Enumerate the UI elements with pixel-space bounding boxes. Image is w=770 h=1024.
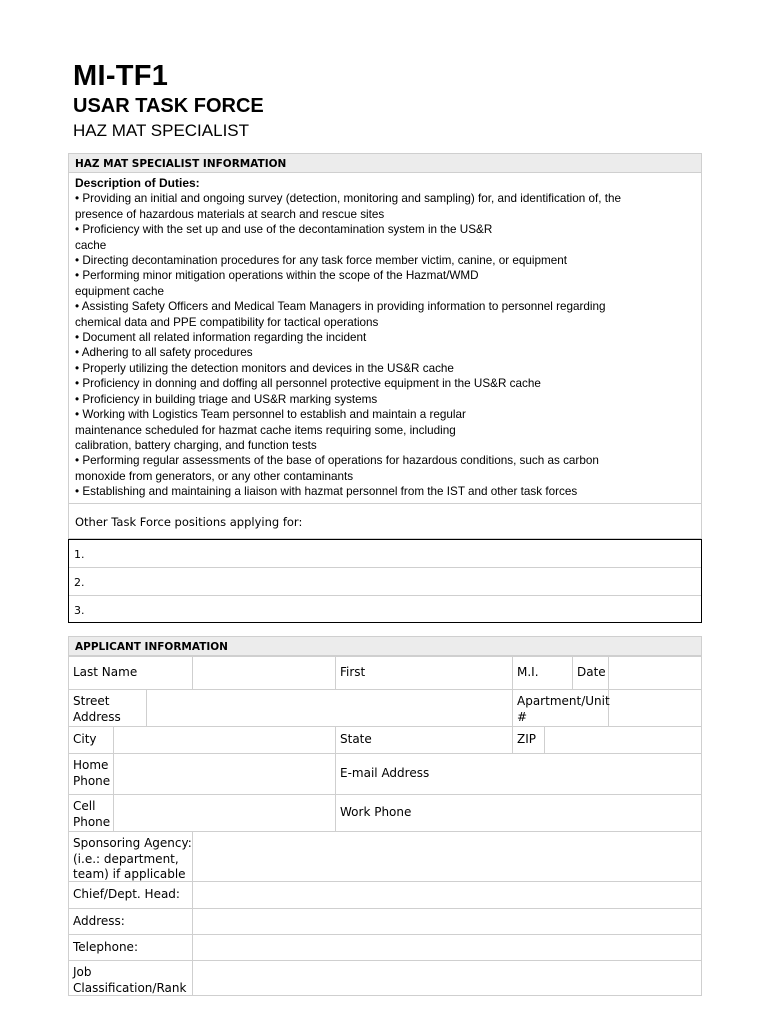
specialist-section-header: HAZ MAT SPECIALIST INFORMATION [68,153,702,173]
applicant-section-header: APPLICANT INFORMATION [68,636,702,656]
street-address-label: Street Address [69,690,147,726]
cell-phone-row [69,795,701,832]
apartment-unit-label: Apartment/Unit # [513,690,609,726]
chief-head-field[interactable] [193,882,701,908]
duty-line: • Properly utilizing the detection monitors and devices in the US&R cache [75,361,454,375]
city-label: City [69,727,114,753]
duty-line: • Directing decontamination procedures for any task force member victim, canine, or equipment [75,254,567,268]
telephone-row [69,935,701,961]
job-classification-row [69,961,701,995]
job-classification-label: Job Classification/Rank [69,961,193,995]
home-phone-field[interactable] [114,754,336,794]
position-field-1[interactable]: 1. [69,540,701,568]
form-subtitle: USAR TASK FORCE [73,95,264,117]
duty-line: • Adhering to all safety procedures [75,346,253,360]
zip-label: ZIP [513,727,545,753]
duty-line: maintenance scheduled for hazmat cache items requiring some, including [75,423,456,437]
duty-line: • Performing minor mitigation operations within the scope of the Hazmat/WMD [75,269,479,283]
sponsoring-agency-row [69,832,701,882]
position-field-3[interactable]: 3. [74,604,85,617]
telephone-label: Telephone: [69,935,193,960]
cell-phone-field[interactable] [114,795,336,831]
email-label: E-mail Address [340,766,430,781]
city-field[interactable] [114,727,336,753]
duty-line: equipment cache [75,284,165,298]
duty-line: • Working with Logistics Team personnel to establish and maintain a regular [75,408,466,422]
duty-line: • Proficiency in donning and doffing all personnel protective equipment in the US&R cache [75,377,541,391]
street-address-field[interactable] [147,690,513,726]
duty-line: • Document all related information regarding the incident [75,331,367,345]
address-contact-row [69,909,701,935]
duty-line: • Proficiency with the set up and use of the decontamination system in the US&R [75,223,493,237]
state-label: State [336,727,513,753]
chief-head-label: Chief/Dept. Head: [69,882,193,908]
duty-line: presence of hazardous materials at search and rescue sites [75,207,385,221]
address-label: Address: [69,909,193,934]
sponsoring-agency-label: Sponsoring Agency: (i.e.: department, team) if applicable [69,832,193,881]
duty-line: • Establishing and maintaining a liaison with hazmat personnel from the IST and other task forces [75,485,578,499]
home-phone-row [69,754,701,795]
cell-phone-label: Cell Phone [69,795,114,831]
first-name-label: First [336,657,513,689]
sponsoring-agency-field[interactable] [193,832,701,881]
duties-description [68,173,702,503]
duty-line: monoxide from generators, or any other contaminants [75,469,354,483]
duty-line: calibration, battery charging, and function tests [75,438,317,452]
address-field[interactable] [193,909,701,934]
duty-line: • Assisting Safety Officers and Medical Team Managers in providing information to personnel regarding [75,300,606,314]
city-row [69,727,701,754]
position-field-2[interactable]: 2. [69,568,701,596]
other-positions-label: Other Task Force positions applying for: [68,503,702,539]
duties-title: Description of Duties: [75,176,200,190]
duty-list [75,191,701,499]
duty-line: • Performing regular assessments of the base of operations for hazardous conditions, such as carbon [75,454,599,468]
address-row [69,690,701,727]
work-phone-label: Work Phone [340,805,412,820]
applicant-table [68,656,702,996]
date-field[interactable] [609,657,701,689]
telephone-field[interactable] [193,935,701,960]
zip-field[interactable] [545,727,701,753]
duty-line: • Providing an initial and ongoing survey (detection, monitoring and sampling) for, and identification of, the [75,192,621,206]
duty-line: cache [75,238,107,252]
mi-label: M.I. [513,657,573,689]
job-classification-field[interactable] [193,961,701,995]
apartment-unit-field[interactable] [609,690,701,726]
form-title: MI-TF1 [73,60,169,92]
date-label: Date [573,657,609,689]
duty-line: chemical data and PPE compatibility for tactical operations [75,315,379,329]
home-phone-label: Home Phone [69,754,114,794]
last-name-label: Last Name [69,657,193,689]
name-row [69,657,701,690]
positions-box [68,539,702,623]
last-name-field[interactable] [193,657,336,689]
duty-line: • Proficiency in building triage and US&R marking systems [75,392,378,406]
form-role: HAZ MAT SPECIALIST [73,121,250,140]
chief-row [69,882,701,909]
